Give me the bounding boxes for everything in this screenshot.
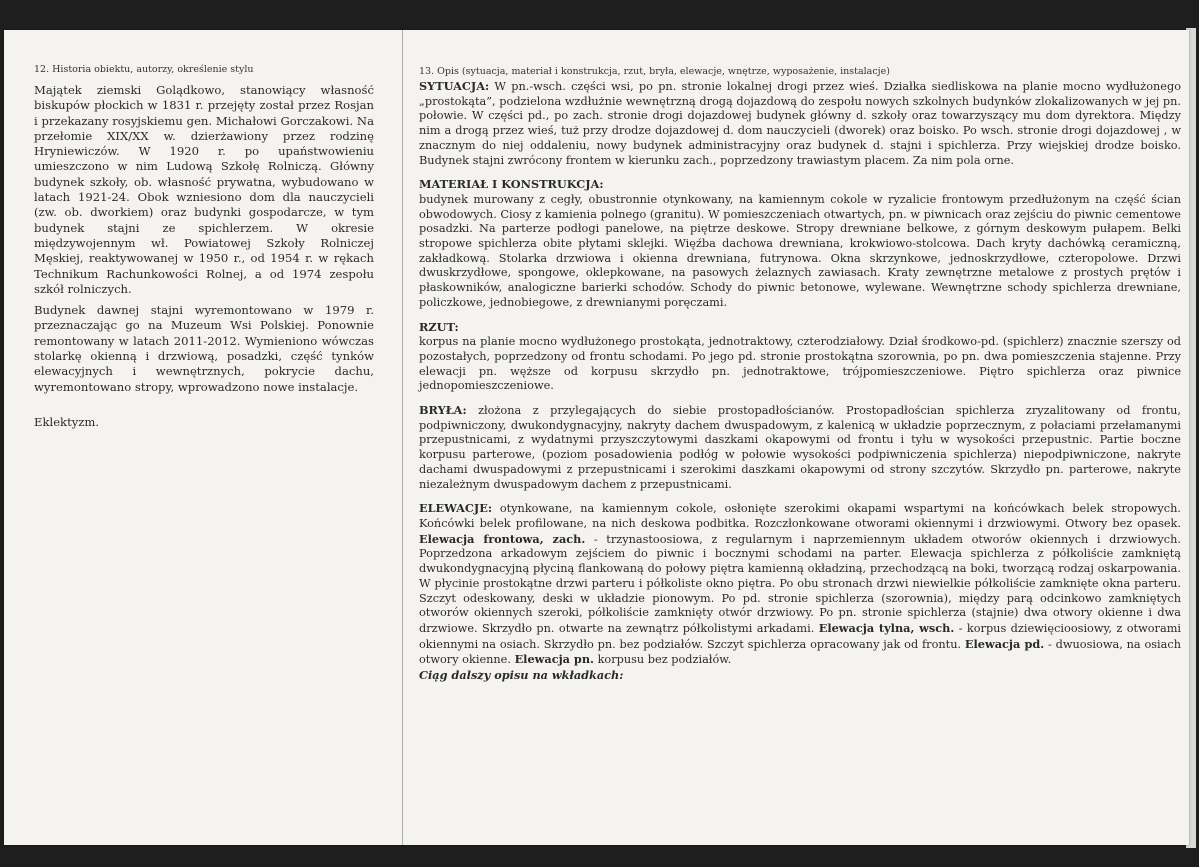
elewacje-text: korpusu bez podziałów. bbox=[597, 653, 732, 667]
history-heading: 12. Historia obiektu, autorzy, określenie stylu bbox=[34, 64, 254, 75]
section-bryla bbox=[419, 403, 1181, 492]
sytuacja-label: SYTUACJA: bbox=[419, 79, 490, 93]
elewacje-text: otynkowane, na kamiennym cokole, osłonięte szerokimi okapami wspartymi na końcówkach belek stropowych. Końcówki belek profilowane, na nich deskowa podbitka. Rozczłonkowane otworami okiennymi i drzwiowymi. Otwory bez opasek. bbox=[419, 502, 1182, 530]
elewacja-tylna-label: Elewacja tylna, wsch. bbox=[818, 620, 955, 635]
elewacje-text: - korpus dziewięcioosiowy, z otworami okiennymi na osiach. Skrzydło pn. bez podziałów. Szczyt spichlerza opracowany jak od frontu. bbox=[419, 621, 1182, 651]
column-divider bbox=[402, 30, 403, 845]
elewacja-frontowa-label: Elewacja frontowa, zach. bbox=[419, 531, 586, 546]
style-label: Eklektyzm. bbox=[34, 414, 100, 429]
material-label: MATERIAŁ I KONSTRUKCJA: bbox=[419, 177, 604, 192]
bryla-label: BRYŁA: bbox=[419, 403, 467, 418]
section-sytuacja bbox=[419, 79, 1181, 168]
history-paragraph: Majątek ziemski Golądkowo, stanowiący własność biskupów płockich w 1831 r. przejęty został przez Rosjan i przekazany rosyjskiemu gen. Michałowi Gorczakowi. Na przełomie XIX/XX w. dzierżawiony przez rodzinę Hryniewiczów. W 1920 r. po upaństwowieniu umieszczono w nim Ludową Szkołę Rolniczą. Główny budynek szkoły, ob. własność prywatna, wybudowano w latach 1921-24. Obok wzniesiono dom dla nauczycieli (zw. ob. dworkiem) oraz budynki gospodarcze, w tym budynek stajni ze spichlerzem. W okresie międzywojennym wł. Powiatowej Szkoły Rolniczej Męskiej, reaktywowanej w 1950 r., od 1954 r. w rękach Technikum Rachunkowości Rolnej, a od 1974 zespołu szkół rolniczych. bbox=[34, 83, 374, 296]
description-heading: 13. Opis (sytuacja, materiał i konstrukcja, rzut, bryła, elewacje, wnętrze, wyposażenie, instalacje) bbox=[419, 66, 890, 77]
sytuacja-text: W pn.-wsch. części wsi, po pn. stronie lokalnej drogi przez wieś. Działka siedliskowa na planie mocno wydłużonego „prostokąta”, podzielona wzdłużnie wewnętrzną drogą dojazdową do zespołu nowych szkolnych budynków zlokalizowanych w jej pn. połowie. W części pd., po zach. stronie drogi dojazdowej budynek główny d. szkoły oraz towarzyszący mu dom dyrektora. Między nim a drogą przez wieś, tuż przy drodze dojazdowej d. dom nauczycieli (dworek) oraz boisko. Po wsch. stronie drogi dojazdowej , w znacznym do niej oddaleniu, nowy budynek administracyjny oraz budynek d. stajni i spichlerza. Przy wiejskiej drodze boisko. Budynek stajni zwrócony frontem w kierunku zach., poprzedzony trawiastym placem. Za nim pola orne. bbox=[419, 80, 1181, 167]
section-material bbox=[419, 177, 1181, 310]
section-elewacje bbox=[419, 501, 1181, 668]
rzut-text: korpus na planie mocno wydłużonego prostokąta, jednotraktowy, czterodziałowy. Dział środkowo-pd. (spichlerz) znacznie szerszy od pozostałych, poprzedzony od frontu schodami. Po jego pd. stronie prostokątna szorownia, po pn. dwa pomieszczenia stajenne. Przy elewacji pn. węższe od korpusu skrzydło pn. jednotraktowe, trójpomieszczeniowe. Piętro spichlerza oraz piwnice jednopomieszczeniowe. bbox=[419, 335, 1181, 393]
elewacja-pn-label: Elewacja pn. bbox=[514, 652, 594, 667]
section-rzut bbox=[419, 320, 1181, 395]
bryla-text: złożona z przylegających do siebie prostopadłościanów. Prostopadłościan spichlerza zryzalitowany od frontu, podpiwniczony, dwukondygnacyjny, nakryty dachem dwuspadowym, z kalenicą w układzie poprzecznym, z połaciami przełamanymi przepustnicami, z wydatnymi przyszczytowymi daszkami okapowymi od frontu i tyłu w wysokości przepustnic. Partie boczne korpusu parterowe, (poziom posadowienia podłóg w połowie wysokości podpiwniczenia spichlerza) niepodpiwniczone, nakryte dachami dwuspadowymi z przepustnicami i szerokimi daszkami okapowymi od strony szczytów. Skrzydło pn. parterowe, nakryte niezależnym dwuspadowym dachem z przepustnicami. bbox=[419, 404, 1181, 491]
document-page bbox=[4, 30, 1189, 845]
history-column bbox=[34, 64, 374, 441]
elewacje-label: ELEWACJE: bbox=[419, 501, 493, 516]
elewacje-text: - dwuosiowa, na osiach otwory okienne. bbox=[419, 637, 1181, 667]
elewacje-text: - trzynastoosiowa, z regularnym i naprzemiennym układem otworów okiennych i drzwiowych. Poprzedzona arkadowym zejściem do piwnic i bocznymi schodami na parter. Elewacja spichlerza z półkoliście zamkniętą dwukondygnacyjną płyciną flankowaną do połowy piętra kamienną okładziną, przechodzącą na boki, tworzącą rodzaj oskarpowania. W płycinie prostokątne drzwi parteru i półkoliste okno piętra. Po obu stronach drzwi niewielkie półkoliście zamknięte okna parteru. Szczyt odeskowany, deski w układzie pionowym. Po pd. stronie spichlerza (szorownia), między parą odcinkowo zamkniętych otworów okiennych szeroki, półkoliście zamknięty otwór drzwiowy. Po pn. stronie spichlerza (stajnie) dwa otwory okienne i dwa drzwiowe. Skrzydło pn. otwarte na zewnątrz półkolistymi arkadami. bbox=[419, 532, 1181, 635]
elewacja-pd-label: Elewacja pd. bbox=[964, 636, 1045, 651]
history-paragraph: Budynek dawnej stajni wyremontowano w 1979 r. przeznaczając go na Muzeum Wsi Polskiej. Ponownie remontowany w latach 2011-2012. Wymieniono wówczas stolarkę okienną i drzwiową, posadzki, część tynków elewacyjnych i wewnętrznych, pokrycie dachu, wyremontowano stropy, wprowadzono nowe instalacje. bbox=[34, 303, 374, 394]
rzut-label: RZUT: bbox=[419, 319, 459, 334]
continuation-note: Ciąg dalszy opisu na wkładkach: bbox=[419, 668, 624, 683]
material-text: budynek murowany z cegły, obustronnie otynkowany, na kamiennym cokole w ryzalicie frontowym przedłużonym na część ścian obwodowych. Ciosy z kamienia polnego (granitu). W pomieszczeniach otwartych, pn. w piwnicach oraz zejściu do piwnic cementowe posadzki. Na parterze podłogi panelowe, na piętrze deskowe. Stropy drewniane belkowe, z górnym deskowym pułapem. Belki stropowe spichlerza obite płytami sklejki. Więźba dachowa drewniana, krokwiowo-stolcowa. Dach kryty dachówką ceramiczną, zakładkową. Stolarka drzwiowa i okienna drewniana, futrynowa. Okna skrzynkowe, jednoskrzydłowe, czteropolowe. Drzwi dwuskrzydłowe, spongowe, oklepkowane, na pasowych żelaznych zawiasach. Kraty zewnętrzne metalowe z prostych prętów i płaskowników, analogiczne barierki schodów. Schody do piwnic betonowe, wylewane. Wewnętrzne schody spichlerza drewniane, policzkowe, jednobiegowe, z drewnianymi poręczami. bbox=[419, 192, 1181, 309]
description-column bbox=[419, 66, 1181, 682]
